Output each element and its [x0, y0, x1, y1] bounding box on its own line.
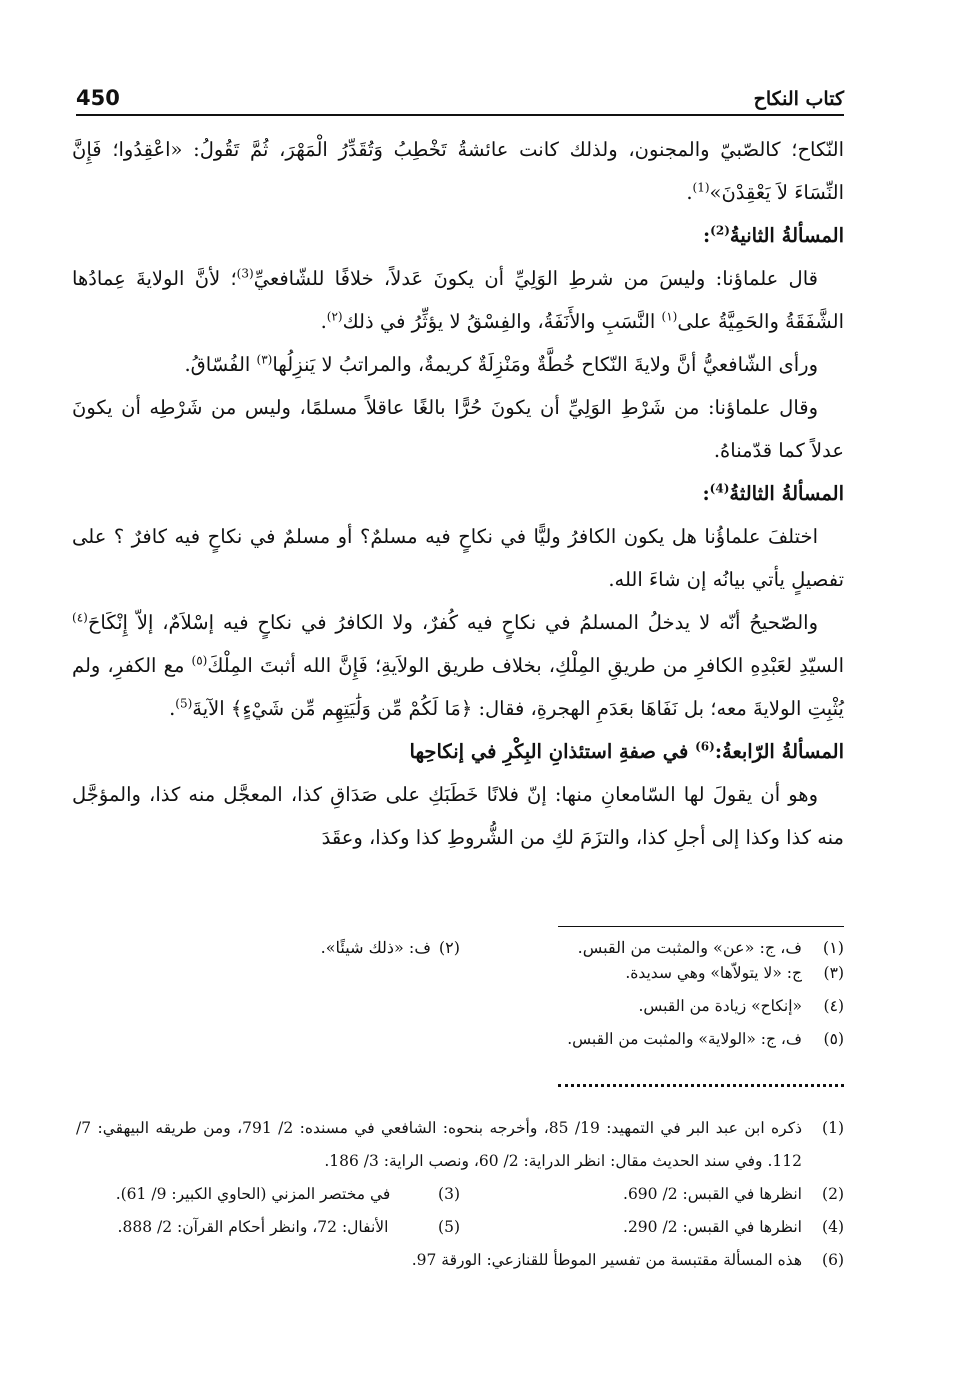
footnote-ref: (١) — [661, 309, 678, 324]
running-title: كتاب النكاح — [753, 88, 844, 110]
source-footnotes — [76, 1112, 844, 1277]
footnote-text: «إنكاح» زيادة من القبس. — [638, 997, 802, 1015]
footnote-text: ذكره ابن عبد البر في التمهيد: 19/ 85، وأخرجه بنحوه: الشافعي في مسنده: 2/ 791، ومن طريقه البيهقي: 7/ 112. وفي سند الحديث مقال: انظر الدراية: 2/ 60، ونصب الراية: 3/ 186. — [76, 1119, 803, 1170]
paragraph-6: والصّحيحُ أنّه لا يدخلُ المسلمُ في نكاحٍ فيه كُفرٌ، ولا الكافرُ في نكاحٍ فيه إسْلاَمٌ، إلاّ إِنْكَاحَ$^{(٤)}$ السيّدِ لعَبْدِهِ الكافرِ من طريقِ المِلْكِ، بخلاف طريق الولاَيةِ؛ فَإِنَّ الله أثبتَ المِلْكَ$^{(٥)}$ مع الكفرِ، ولم يُثْبِتِ الولايةَ معه؛ بل نَفَاهَا بعَدَمِ الهجرةِ، فقال: ﴿مَا لَكُمْ مِّن وَلَٰيَتِهِم مِّن شَيْءٍ﴾ الآيةَ$^{(5)}$. — [72, 610, 844, 720]
footnote-ref: (3) — [236, 266, 254, 281]
footnote-text: انظرها في القبس: 2/ 690. — [623, 1185, 802, 1203]
footnote-number: (1) — [822, 1119, 844, 1137]
footnote-number: (4) — [822, 1218, 844, 1236]
dotted-separator — [558, 1084, 844, 1095]
paragraph-2: قال علماؤنا: وليسَ من شرطِ الوَلِيِّ أن يكونَ عَدلاً، خلافًا للشّافعيِّ$^{(3)}$؛ لأنَّ الولايةَ عِمادُها الشَّفَقَةُ والحَمِيَّةُ على$^{(١)}$ النَّسَبِ والأَنَفَةُ، والفِسْقُ لا يؤثِّرُ في ذلك$^{(٢)}$. — [72, 266, 844, 333]
footnote-text: ف، ج: «عن» والمثبت من القبس. — [577, 938, 802, 957]
footnote-number: (٣) — [823, 964, 844, 982]
footnote-line — [76, 1112, 844, 1178]
section-heading-4: المسألةُ الرّابعةُ:$^{(6)}$ في صفةِ استئذانِ البِكْرِ في إنكاحِها — [409, 739, 844, 763]
footnote-number: (٥) — [823, 1030, 844, 1048]
footnote-line — [76, 1244, 844, 1277]
footnote-text: الأنفال: 72، وانظر أحكام القرآن: 2/ 888. — [117, 1218, 389, 1236]
section-heading-3: المسألةُ الثالثةُ$^{(4)}$: — [702, 481, 844, 505]
footnote-number: (١) — [822, 938, 844, 957]
footnote-ref: (٥) — [191, 653, 208, 668]
footnote-line — [76, 1211, 844, 1244]
footnote-text: ج: «لا يتولاّها» وهي سديدة. — [625, 964, 802, 982]
footnote-text: ف، ج: «الولاية» والمثبت من القبس. — [567, 1030, 802, 1048]
footnote-ref: (1) — [692, 180, 710, 195]
footnote-ref: (٤) — [72, 610, 88, 625]
manuscript-footnotes — [76, 938, 844, 1056]
footnote-line — [76, 1023, 844, 1056]
footnote-text: ف: «ذلك شيئًا». — [320, 938, 431, 957]
footnote-number: (٢) — [438, 938, 460, 957]
footnote-ref: (5) — [175, 696, 193, 711]
footnote-ref: (٣) — [256, 352, 273, 367]
footnote-line — [76, 957, 844, 990]
footnote-ref: (4) — [709, 481, 730, 496]
page-header — [76, 78, 844, 116]
paragraph-3: ورأى الشّافعيُّ أنَّ ولايةَ النّكاح خُطَّةٌ ومَنْزِلَةٌ كريمةٌ، والمراتبُ لا يَنزِلُها$^{(٣)}$ الفُسّاقُ. — [184, 352, 818, 376]
footnote-text: انظرها في القبس: 2/ 290. — [623, 1218, 802, 1236]
footnote-separator — [558, 926, 844, 927]
page-number: 450 — [76, 86, 120, 110]
main-text — [72, 128, 844, 859]
footnote-line — [76, 1178, 844, 1211]
footnote-ref: (2) — [710, 223, 730, 238]
footnote-ref: (6) — [695, 739, 715, 754]
footnote-number: (2) — [822, 1185, 844, 1203]
footnote-line — [76, 938, 844, 957]
footnote-number: (6) — [822, 1251, 844, 1269]
paragraph-1: النّكاح؛ كالصّبيّ والمجنون، ولذلك كانت عائشةُ تَخْطِبُ وَتُقَدِّرُ الْمَهْرَ، ثُمَّ تَقُولُ: «اعْقِدُوا؛ فَإِنَّ النِّسَاءَ لاَ يَعْقِدْنَ»$^{(1)}$. — [72, 138, 844, 204]
footnote-text: هذه المسألة مقتبسة من تفسير الموطأ للقنازعي: الورقة 97. — [411, 1251, 802, 1269]
footnote-number: (3) — [438, 1185, 460, 1203]
paragraph-4: وقال علماؤنا: من شَرْطِ الوَلِيِّ أن يكونَ حُرًّا بالغًا عاقلاً مسلمًا، وليس من شَرْطِه أن يكونَ عدلاً كما قدّمناهُ. — [72, 396, 844, 462]
section-heading-2: المسألةُ الثانيةُ$^{(2)}$: — [702, 223, 844, 247]
paragraph-7: وهو أن يقولَ لها السّامعانِ منها: إنّ فلانًا خَطَبَكِ على صَدَاقِ كذا، المعجَّل منه كذا، والمؤجَّل منه كذا وكذا إلى أجلِ كذا، والتزَمَ لكِ من الشُّروطِ كذا وكذا، وعقَدَ — [72, 783, 844, 849]
footnote-number: (5) — [438, 1218, 460, 1236]
footnote-text: في مختصر المزني (الحاوي الكبير: 9/ 61). — [115, 1185, 391, 1203]
footnote-number: (٤) — [823, 997, 844, 1015]
footnote-ref: (٢) — [326, 309, 343, 324]
footnote-line — [76, 990, 844, 1023]
paragraph-5: اختلفَ علماؤُنا هل يكون الكافرُ وليًّا في نكاحٍ فيه مسلمٌ؟ أو مسلمٌ في نكاحٍ فيه كافرٌ ؟ على تفصيلٍ يأتي بيانُه إن شاءَ الله. — [72, 525, 844, 591]
